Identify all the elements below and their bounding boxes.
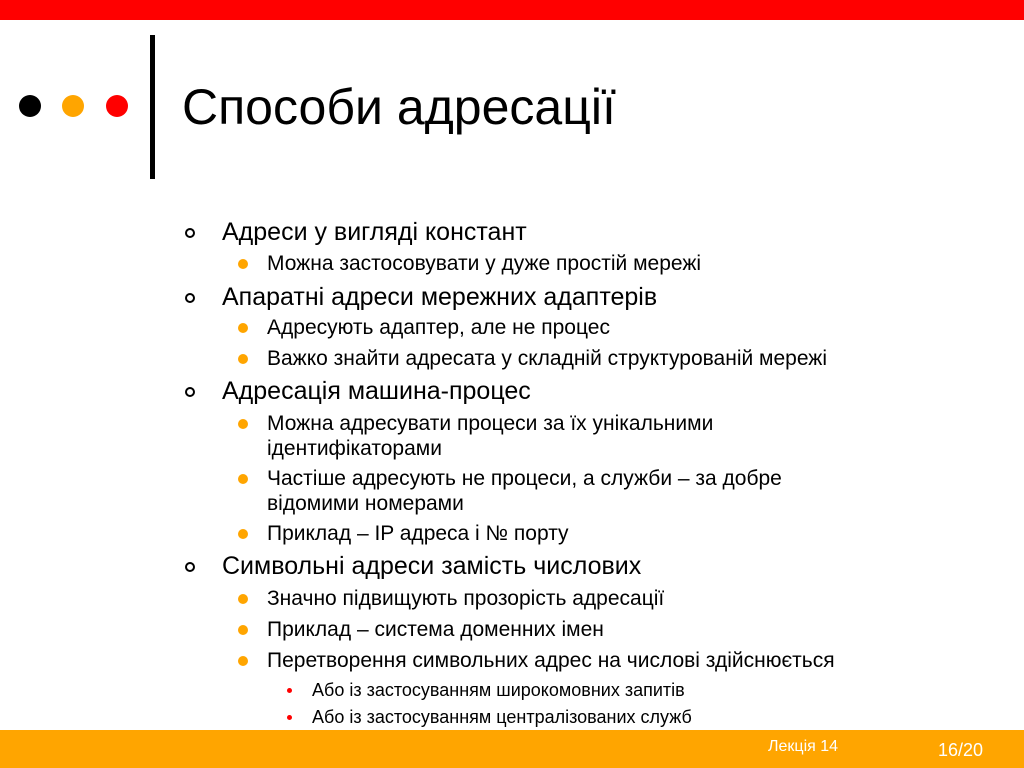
footer-bar [0, 730, 1024, 768]
title-divider [150, 35, 155, 179]
bullet-level2-line2: відомими номерами [267, 492, 464, 515]
bullet-level1: Символьні адреси замість числових [222, 552, 642, 580]
bullet-level2: Можна застосовувати у дуже простій мережі [267, 252, 702, 275]
level1-bullet-icon [185, 293, 195, 303]
bullet-level3: Або із застосуванням широкомовних запитів [312, 680, 685, 700]
bullet-level3: Або із застосуванням централізованих служб [312, 707, 692, 727]
bullet-level2: Приклад – система доменних імен [267, 618, 604, 641]
level2-bullet-icon [238, 529, 248, 539]
level3-bullet-icon [287, 715, 292, 720]
level2-bullet-icon [238, 259, 248, 269]
bullet-level2: Важко знайти адресата у складній структурованій мережі [267, 347, 828, 370]
level2-bullet-icon [238, 419, 248, 429]
bullet-level1: Адресація машина-процес [222, 377, 531, 405]
level1-bullet-icon [185, 228, 195, 238]
bullet-level2: Значно підвищують прозорість адресації [267, 587, 665, 610]
bullet-level2-line1: Частіше адресують не процеси, а служби – за добре [267, 467, 782, 490]
level2-bullet-icon [238, 474, 248, 484]
footer-lecture-label: Лекція 14 [768, 738, 839, 755]
bullet-level2: Адресують адаптер, але не процес [267, 316, 610, 339]
slide-title: Способи адресації [182, 79, 616, 135]
level2-bullet-icon [238, 656, 248, 666]
bullet-level2: Перетворення символьних адрес на числові здійснюється [267, 649, 835, 672]
footer-page-number: 16/20 [938, 740, 984, 760]
level2-bullet-icon [238, 625, 248, 635]
bullet-level1: Апаратні адреси мережних адаптерів [222, 283, 658, 311]
level2-bullet-icon [238, 354, 248, 364]
bullet-level2-line2: ідентифікаторами [267, 437, 442, 460]
bullet-level2-line1: Можна адресувати процеси за їх унікальними [267, 412, 714, 435]
orange-dot-icon [62, 95, 84, 117]
level1-bullet-icon [185, 387, 195, 397]
black-dot-icon [19, 95, 41, 117]
bullet-level1: Адреси у вигляді констант [222, 218, 527, 246]
red-dot-icon [106, 95, 128, 117]
level2-bullet-icon [238, 323, 248, 333]
level2-bullet-icon [238, 594, 248, 604]
bullet-level2: Приклад – IP адреса і № порту [267, 522, 569, 545]
level1-bullet-icon [185, 562, 195, 572]
level3-bullet-icon [287, 688, 292, 693]
top-accent-bar [0, 0, 1024, 20]
